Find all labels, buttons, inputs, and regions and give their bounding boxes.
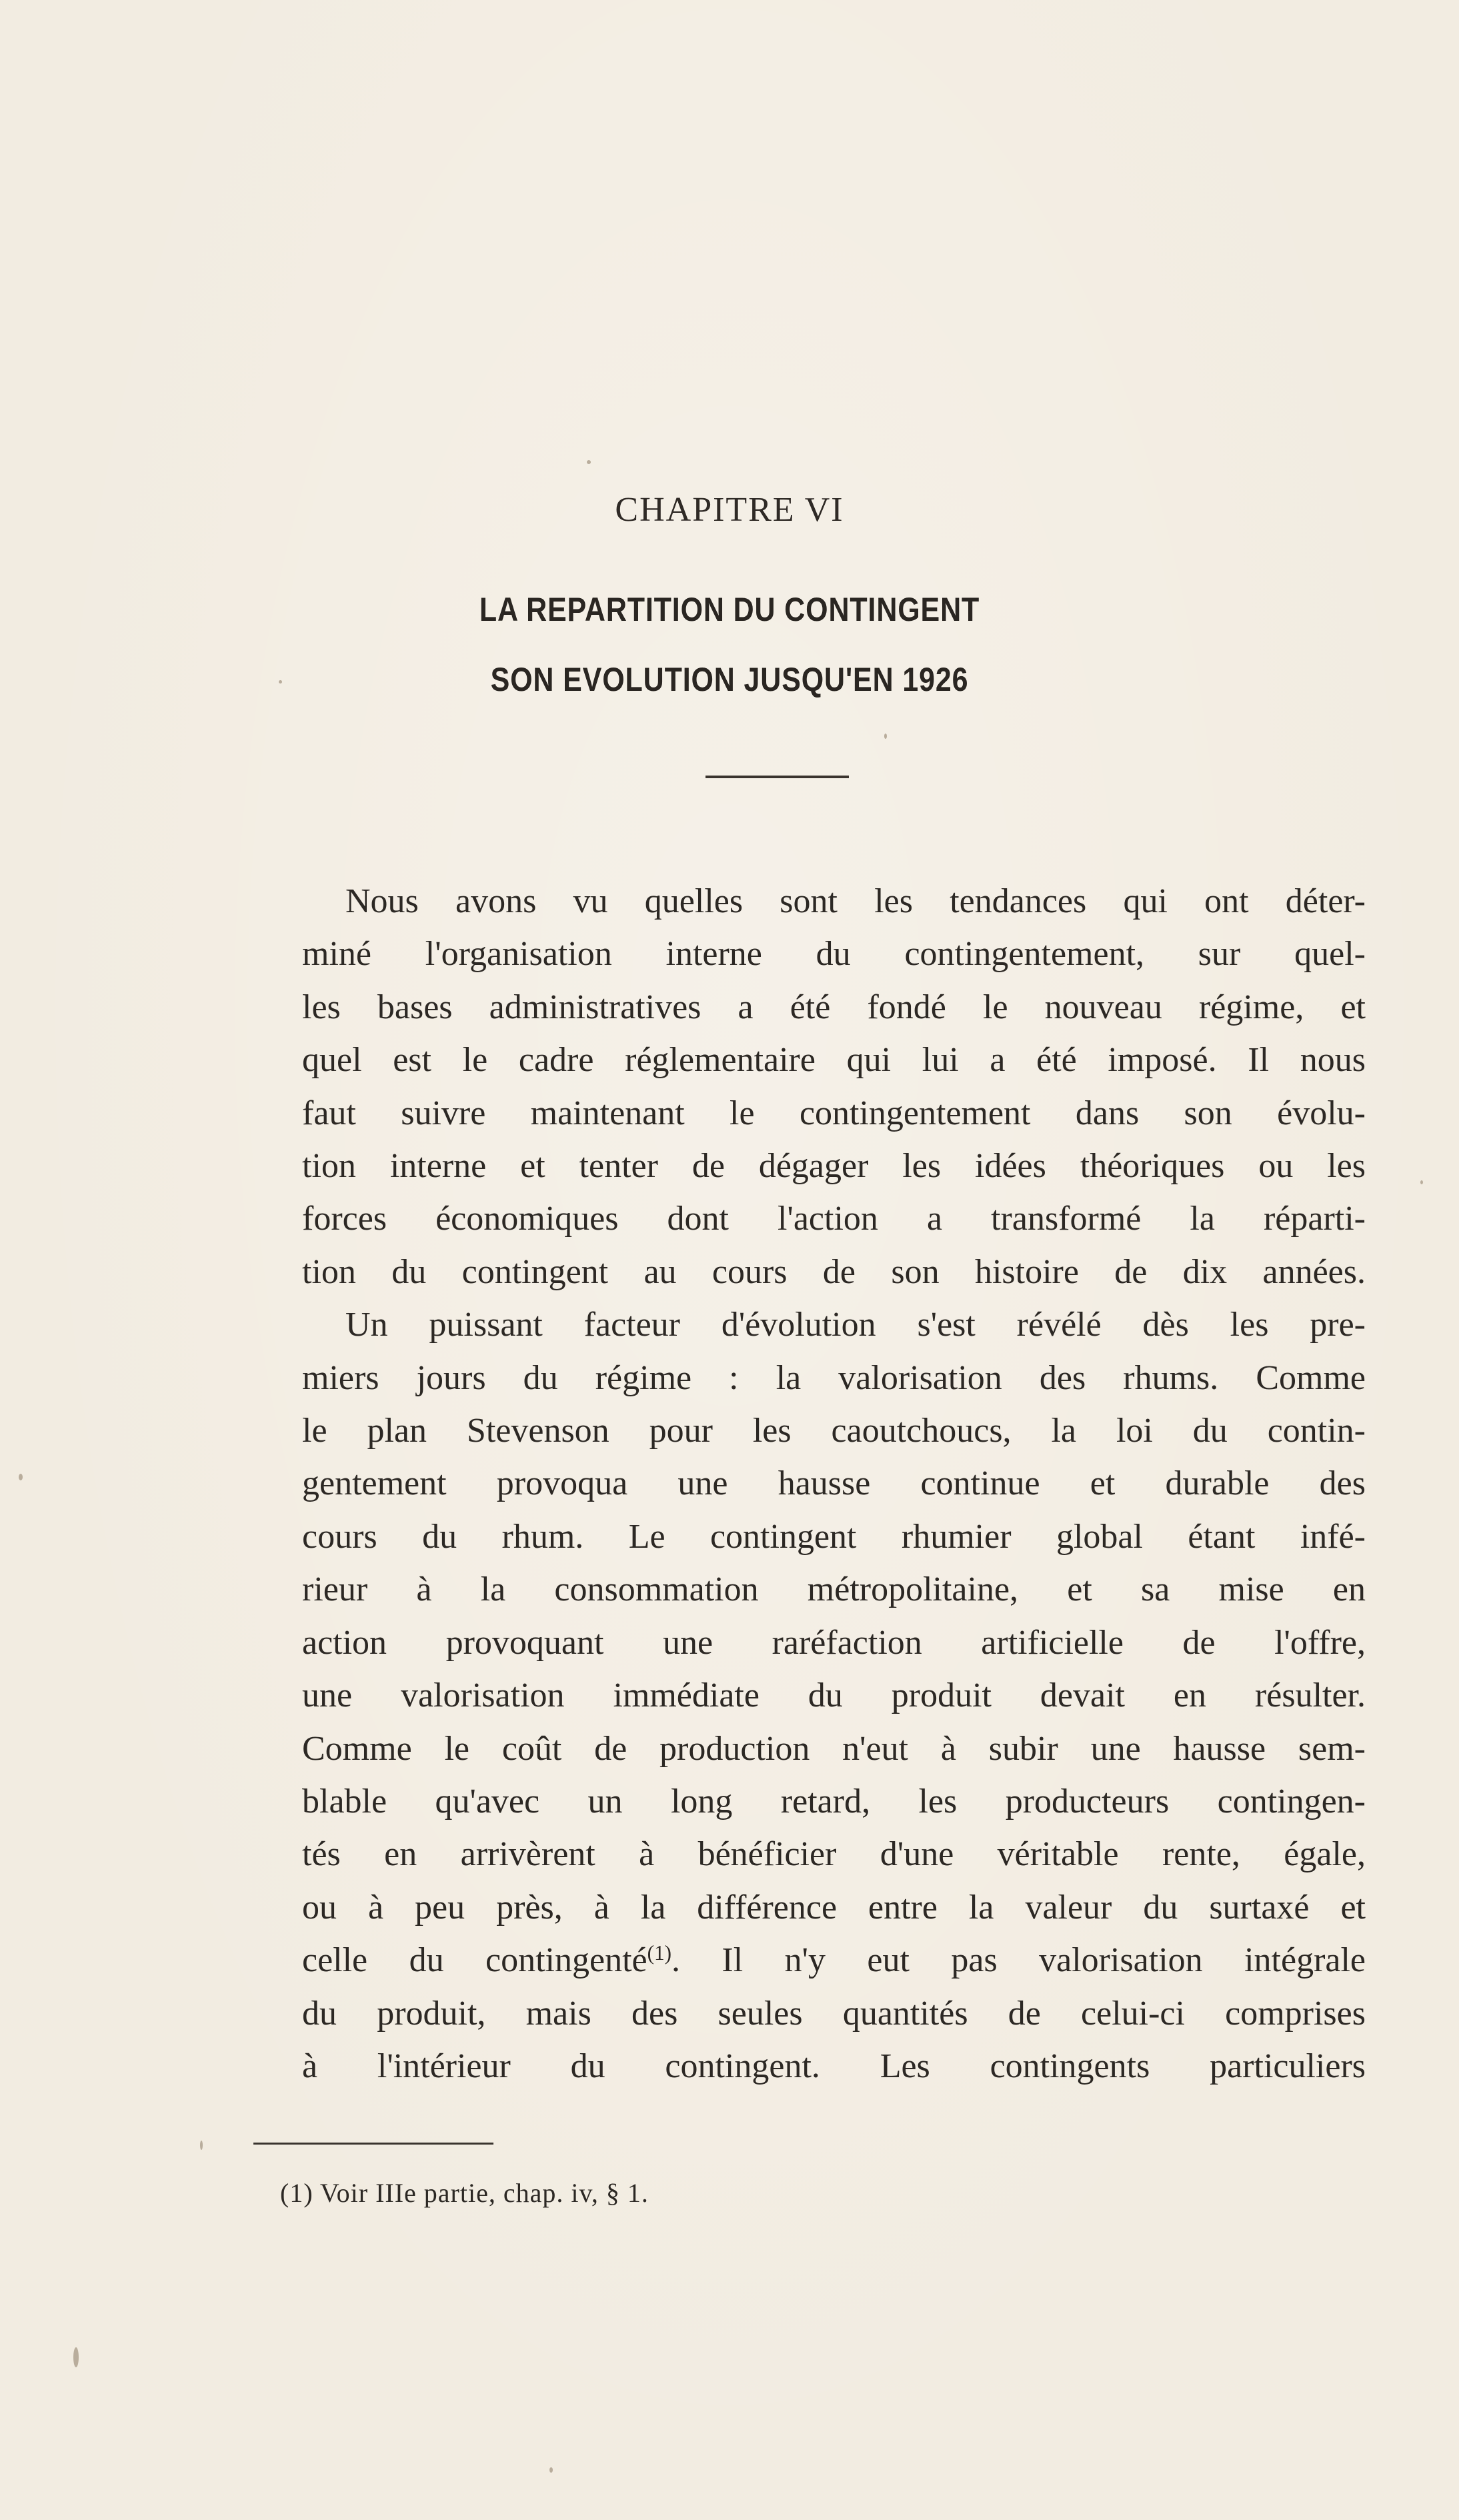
text-line: quel est le cadre réglementaire qui lui a été imposé. Il nous: [302, 1041, 1366, 1080]
paper-speck: [73, 2347, 79, 2367]
text-line: miné l'organisation interne du contingentement, sur quel-: [302, 935, 1366, 974]
chapter-heading: CHAPITRE VI: [615, 491, 844, 529]
text-line: gentement provoqua une hausse continue et durable des: [302, 1464, 1366, 1503]
text-line: miers jours du régime : la valorisation des rhums. Comme: [302, 1358, 1366, 1397]
text-line: une valorisation immédiate du produit devait en résulter.: [302, 1676, 1366, 1715]
text-line: du produit, mais des seules quantités de celui-ci comprises: [302, 1994, 1366, 2033]
text-line: blable qu'avec un long retard, les producteurs contingen-: [302, 1782, 1366, 1820]
text-fragment: celle du contingenté: [302, 1941, 647, 1980]
text-line: Comme le coût de production n'eut à subir une hausse sem-: [302, 1729, 1366, 1768]
paper-speck: [549, 2467, 553, 2473]
text-line: à l'intérieur du contingent. Les contingents particuliers: [302, 2047, 1366, 2085]
text-line: ou à peu près, à la différence entre la valeur du surtaxé et: [302, 1888, 1366, 1927]
text-fragment: . Il n'y eut pas valorisation intégrale: [671, 1941, 1366, 1980]
paper-speck: [19, 1474, 23, 1480]
text-line: tés en arrivèrent à bénéficier d'une véritable rente, égale,: [302, 1835, 1366, 1874]
paragraph-1: [259, 875, 1366, 1298]
paper-speck: [279, 680, 282, 684]
text-line: les bases administratives a été fondé le nouveau régime, et: [302, 988, 1366, 1026]
text-line: cours du rhum. Le contingent rhumier global étant infé-: [302, 1517, 1366, 1556]
text-line: forces économiques dont l'action a transformé la réparti-: [302, 1200, 1366, 1238]
text-line: le plan Stevenson pour les caoutchoucs, la loi du contin-: [302, 1412, 1366, 1450]
text-line: faut suivre maintenant le contingentement dans son évolu-: [302, 1094, 1366, 1132]
text-line: Nous avons vu quelles sont les tendances qui ont déter-: [345, 882, 1366, 920]
paragraph-2: [259, 1298, 1366, 2093]
text-line: tion interne et tenter de dégager les idées théoriques ou les: [302, 1147, 1366, 1186]
paper-speck: [1420, 1180, 1423, 1184]
text-line-with-note: [259, 1934, 1366, 1987]
text-line: Un puissant facteur d'évolution s'est révélé dès les pre-: [345, 1306, 1366, 1344]
body-text: [259, 875, 1366, 2093]
text-line: tion du contingent au cours de son histoire de dix années.: [302, 1252, 1366, 1291]
text-line: action provoquant une raréfaction artificielle de l'offre,: [302, 1623, 1366, 1662]
text-line: rieur à la consommation métropolitaine, et sa mise en: [302, 1570, 1366, 1609]
footnote-separator-rule: [253, 2143, 493, 2145]
paper-speck: [587, 460, 591, 464]
paper-speck: [884, 734, 887, 739]
title-separator-rule: [705, 776, 849, 778]
footnote: (1) Voir IIIe partie, chap. iv, § 1.: [280, 2178, 649, 2208]
footnote-marker: (1): [647, 1941, 671, 1965]
chapter-title-line-2: SON EVOLUTION JUSQU'EN 1926: [490, 661, 969, 698]
chapter-title-line-1: LA REPARTITION DU CONTINGENT: [479, 591, 980, 628]
paper-speck: [200, 2141, 203, 2150]
